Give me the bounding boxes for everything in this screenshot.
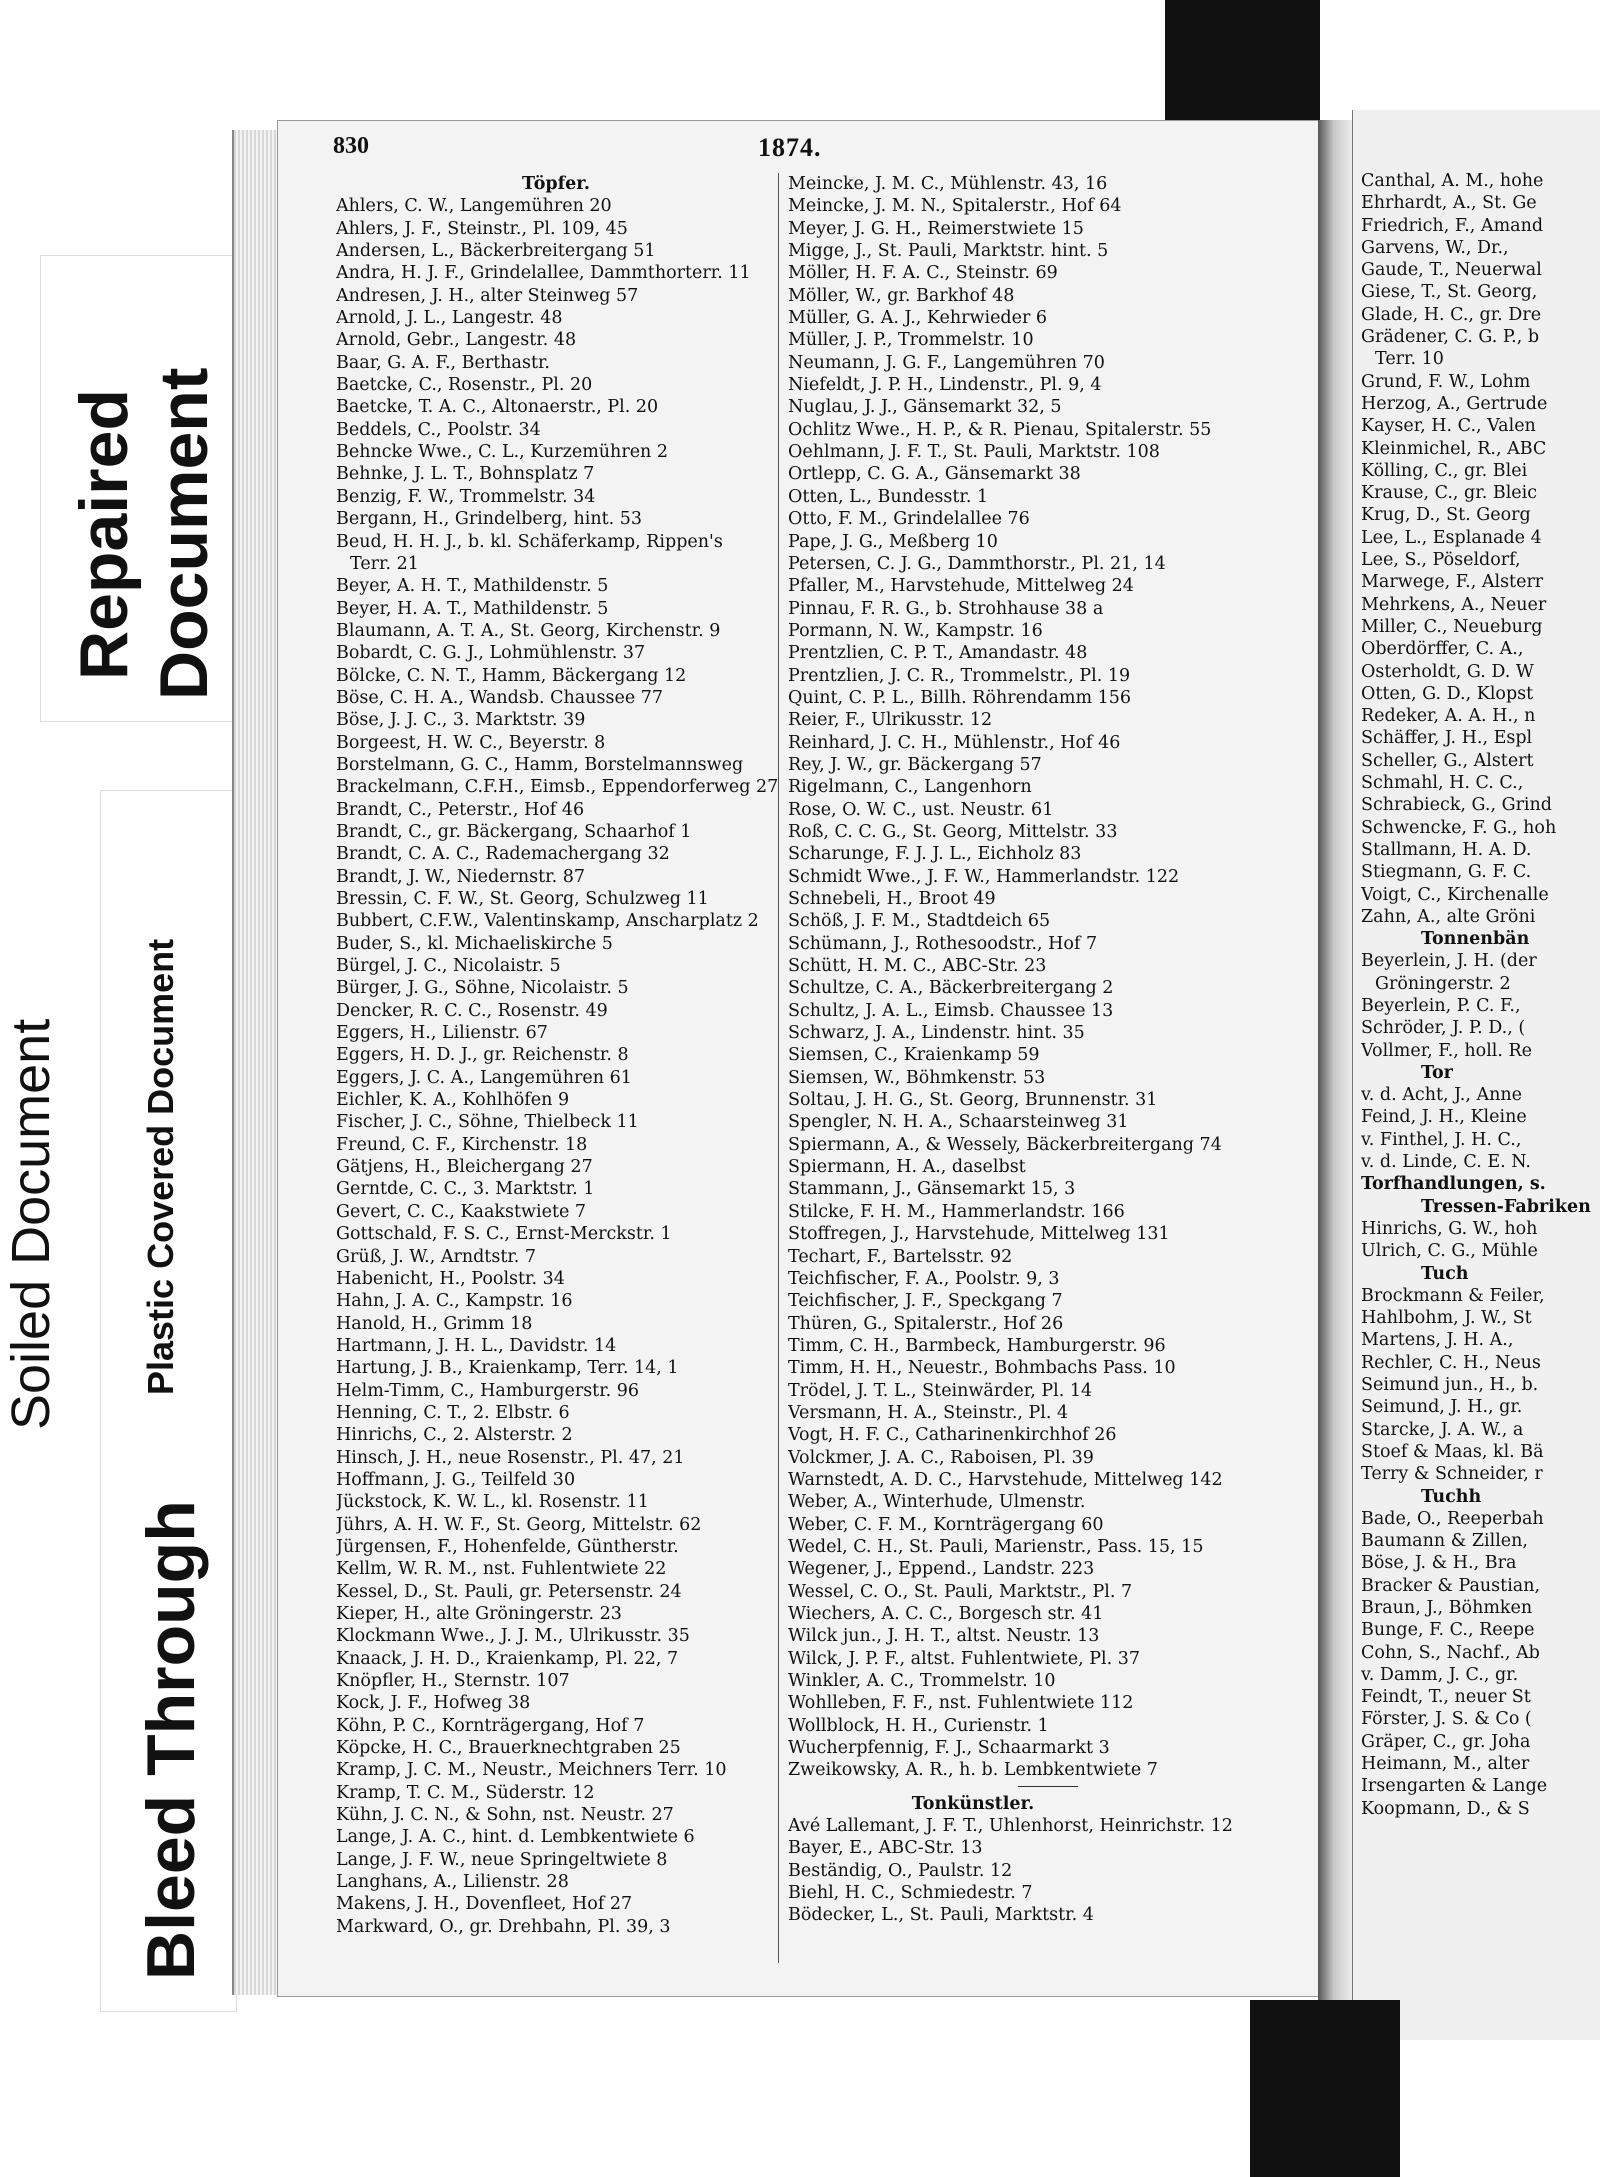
directory-entry: Böse, C. H. A., Wandsb. Chaussee 77 (336, 687, 664, 708)
directory-entry: Köpcke, H. C., Brauerknechtgraben 25 (336, 1738, 681, 1759)
directory-entry: Brandt, J. W., Niedernstr. 87 (336, 866, 585, 887)
directory-entry: Behncke Wwe., C. L., Kurzemühren 2 (336, 442, 669, 463)
directory-entry: Oberdörffer, C. A., (1361, 639, 1524, 660)
directory-entry: Bölcke, C. N. T., Hamm, Bäckergang 12 (336, 665, 687, 686)
directory-entry: Wilck, J. P. F., altst. Fuhlentwiete, Pl. 37 (788, 1648, 1140, 1669)
directory-entry: Otten, G. D., Klopst (1361, 683, 1534, 704)
directory-entry: Martens, J. H. A., (1361, 1330, 1514, 1351)
directory-entry: Gröningerstr. 2 (1375, 973, 1511, 994)
directory-entry: Jückstock, K. W. L., kl. Rosenstr. 11 (336, 1492, 649, 1513)
directory-entry: Klockmann Wwe., J. J. M., Ulrikusstr. 35 (336, 1626, 690, 1647)
directory-entry: Scharunge, F. J. J. L., Eichholz 83 (788, 844, 1082, 865)
directory-entry: Gerntde, C. C., 3. Marktstr. 1 (336, 1179, 595, 1200)
directory-entry: Kramp, T. C. M., Süderstr. 12 (336, 1782, 595, 1803)
directory-entry: Ulrich, C. G., Mühle (1361, 1241, 1538, 1262)
directory-entry: Voigt, C., Kirchenalle (1361, 884, 1549, 905)
directory-entry: Roß, C. C. G., St. Georg, Mittelstr. 33 (788, 821, 1118, 842)
directory-entry: Hinrichs, C., 2. Alsterstr. 2 (336, 1425, 573, 1446)
directory-entry: Bade, O., Reeperbah (1361, 1508, 1544, 1529)
directory-entry: Brackelmann, C.F.H., Eimsb., Eppendorferweg 27 (336, 777, 779, 798)
directory-entry: Hinrichs, G. W., hoh (1361, 1218, 1538, 1239)
facing-page-lines (1361, 170, 1591, 1820)
directory-entry: Prentzlien, C. P. T., Amandastr. 48 (788, 643, 1088, 664)
heading-toepfer: Töpfer. (522, 174, 590, 194)
directory-entry: Wedel, C. H., St. Pauli, Marienstr., Pass. 15, 15 (788, 1536, 1204, 1557)
directory-entry: Bödecker, L., St. Pauli, Marktstr. 4 (788, 1905, 1094, 1926)
directory-entry: Böse, J. J. C., 3. Marktstr. 39 (336, 710, 586, 731)
directory-entry: Möller, W., gr. Barkhof 48 (788, 285, 1015, 306)
directory-entry: Müller, G. A. J., Kehrwieder 6 (788, 308, 1048, 329)
directory-entry: Wollblock, H. H., Curienstr. 1 (788, 1715, 1049, 1736)
directory-entry: Tor (1421, 1062, 1453, 1083)
page-year: 1874. (758, 133, 822, 162)
directory-entry: Kramp, J. C. M., Neustr., Meichners Terr. 10 (336, 1760, 727, 1781)
directory-entry: Brandt, C., gr. Bäckergang, Schaarhof 1 (336, 821, 692, 842)
directory-entry: Jürgensen, F., Hohenfelde, Güntherstr. (336, 1536, 679, 1557)
directory-entry: Zweikowsky, A. R., h. b. Lembkentwiete 7 (788, 1760, 1158, 1781)
directory-entry: Vogt, H. F. C., Catharinenkirchhof 26 (788, 1425, 1117, 1446)
directory-entry: Pormann, N. W., Kampstr. 16 (788, 620, 1043, 641)
directory-entry: Terr. 10 (1375, 349, 1444, 370)
directory-entry: Brockmann & Feiler, (1361, 1285, 1545, 1306)
directory-entry: Meyer, J. G. H., Reimerstwiete 15 (788, 218, 1084, 239)
directory-entry: Krause, C., gr. Bleic (1361, 483, 1538, 504)
directory-entry: Schwencke, F. G., hoh (1361, 817, 1557, 838)
directory-entry: Makens, J. H., Dovenfleet, Hof 27 (336, 1894, 633, 1915)
directory-entry: Ehrhardt, A., St. Ge (1361, 193, 1537, 214)
directory-entry: Spengler, N. H. A., Schaarsteinweg 31 (788, 1112, 1129, 1133)
directory-entry: Soltau, J. H. G., St. Georg, Brunnenstr. 31 (788, 1090, 1158, 1111)
directory-entry: Gevert, C. C., Kaakstwiete 7 (336, 1201, 587, 1222)
directory-entry: Baetcke, C., Rosenstr., Pl. 20 (336, 375, 593, 396)
directory-entry: Otten, L., Bundesstr. 1 (788, 486, 989, 507)
directory-entry: Canthal, A. M., hohe (1361, 171, 1544, 191)
directory-entry: Gaude, T., Neuerwal (1361, 260, 1542, 281)
directory-entry: Fischer, J. C., Söhne, Thielbeck 11 (336, 1112, 639, 1133)
directory-entry: Pfaller, M., Harvstehude, Mittelweg 24 (788, 576, 1134, 597)
directory-entry: Neumann, J. G. F., Langemühren 70 (788, 352, 1105, 373)
directory-entry: Nuglau, J. J., Gänsemarkt 32, 5 (788, 397, 1062, 418)
directory-entry: Eggers, H., Lilienstr. 67 (336, 1023, 548, 1044)
left-column (336, 173, 836, 1938)
directory-entry: Bressin, C. F. W., St. Georg, Schulzweg 11 (336, 889, 709, 909)
directory-entry: Grüß, J. W., Arndtstr. 7 (336, 1246, 537, 1267)
directory-entry: Stoef & Maas, kl. Bä (1361, 1441, 1544, 1462)
directory-entry: Avé Lallemant, J. F. T., Uhlenhorst, Heinrichstr. 12 (788, 1816, 1233, 1837)
directory-entry: Wegener, J., Eppend., Landstr. 223 (788, 1559, 1095, 1580)
directory-entry: Stallmann, H. A. D. (1361, 839, 1532, 860)
directory-entry: Blaumann, A. T. A., St. Georg, Kirchenstr. 9 (336, 620, 721, 641)
directory-entry: Freund, C. F., Kirchenstr. 18 (336, 1134, 588, 1155)
directory-entry: Wohlleben, F. F., nst. Fuhlentwiete 112 (788, 1693, 1134, 1714)
directory-entry: Schümann, J., Rothesoodstr., Hof 7 (788, 933, 1098, 954)
directory-entry: Schöß, J. F. M., Stadtdeich 65 (788, 911, 1051, 932)
directory-entry: Ahlers, J. F., Steinstr., Pl. 109, 45 (336, 218, 628, 239)
directory-entry: Heimann, M., alter (1361, 1754, 1530, 1775)
directory-entry: Benzig, F. W., Trommelstr. 34 (336, 486, 596, 507)
directory-entry: Koopmann, D., & S (1361, 1798, 1530, 1819)
directory-entry: Schröder, J. P. D., ( (1361, 1018, 1526, 1039)
directory-entry: Baumann & Zillen, (1361, 1531, 1528, 1552)
directory-entry: Köhn, P. C., Kornträgergang, Hof 7 (336, 1715, 645, 1736)
directory-entry: Helm-Timm, C., Hamburgerstr. 96 (336, 1380, 640, 1401)
directory-entry: Beyerlein, P. C. F., (1361, 995, 1521, 1016)
directory-entry: Beddels, C., Poolstr. 34 (336, 419, 541, 440)
left-entries (336, 195, 836, 1938)
page-gutter (1318, 120, 1353, 2000)
directory-entry: Warnstedt, A. D. C., Harvstehude, Mittelweg 142 (788, 1469, 1223, 1490)
directory-entry: Kessel, D., St. Pauli, gr. Petersenstr. 24 (336, 1581, 682, 1602)
directory-entry: Schnebeli, H., Broot 49 (788, 889, 996, 909)
directory-entry: Quint, C. P. L., Billh. Röhrendamm 156 (788, 687, 1132, 708)
directory-entry: Knaack, J. H. D., Kraienkamp, Pl. 22, 7 (336, 1648, 679, 1669)
directory-entry: Terry & Schneider, r (1361, 1464, 1543, 1485)
directory-entry: Schultze, C. A., Bäckerbreitergang 2 (788, 978, 1114, 999)
directory-entry: Starcke, J. A. W., a (1361, 1419, 1524, 1440)
directory-entry: Otto, F. M., Grindelallee 76 (788, 509, 1030, 530)
directory-page (277, 120, 1319, 1997)
directory-entry: Siemsen, W., Böhmkenstr. 53 (788, 1067, 1046, 1088)
directory-entry: Tuchh (1421, 1486, 1482, 1507)
directory-entry: Schwarz, J. A., Lindenstr. hint. 35 (788, 1023, 1085, 1044)
directory-entry: Biehl, H. C., Schmiedestr. 7 (788, 1883, 1033, 1904)
directory-entry: v. Damm, J. C., gr. (1361, 1664, 1519, 1685)
directory-entry: Wessel, C. O., St. Pauli, Marktstr., Pl. 7 (788, 1581, 1133, 1602)
directory-entry: Timm, H. H., Neuestr., Bohmbachs Pass. 10 (788, 1358, 1176, 1379)
directory-entry: Wucherpfennig, F. J., Schaarmarkt 3 (788, 1738, 1110, 1759)
directory-entry: Dencker, R. C. C., Rosenstr. 49 (336, 1000, 608, 1021)
directory-entry: Beud, H. H. J., b. kl. Schäferkamp, Rippen's (336, 531, 723, 552)
directory-entry: Teichfischer, F. A., Poolstr. 9, 3 (788, 1268, 1060, 1289)
directory-entry: Knöpfler, H., Sternstr. 107 (336, 1671, 570, 1692)
directory-entry: Möller, H. F. A. C., Steinstr. 69 (788, 263, 1058, 284)
directory-entry: Spiermann, A., & Wessely, Bäckerbreitergang 74 (788, 1134, 1222, 1155)
directory-entry: Gräper, C., gr. Joha (1361, 1731, 1531, 1752)
directory-entry: Beständig, O., Paulstr. 12 (788, 1860, 1013, 1881)
directory-entry: Beyer, A. H. T., Mathildenstr. 5 (336, 576, 609, 597)
directory-entry: Versmann, H. A., Steinstr., Pl. 4 (788, 1402, 1069, 1423)
directory-entry: Andresen, J. H., alter Steinweg 57 (336, 285, 639, 306)
directory-entry: Winkler, A. C., Trommelstr. 10 (788, 1671, 1056, 1692)
directory-entry: Stilcke, F. H. M., Hammerlandstr. 166 (788, 1201, 1125, 1222)
directory-entry: Seimund jun., H., b. (1361, 1375, 1539, 1396)
directory-entry: Schultz, J. A. L., Eimsb. Chaussee 13 (788, 1000, 1114, 1021)
directory-entry: Beyer, H. A. T., Mathildenstr. 5 (336, 598, 609, 619)
directory-entry: Kock, J. F., Hofweg 38 (336, 1693, 531, 1714)
directory-entry: Bubbert, C.F.W., Valentinskamp, Anscharplatz 2 (336, 911, 759, 932)
directory-entry: Jührs, A. H. W. F., St. Georg, Mittelstr. 62 (336, 1514, 702, 1535)
directory-entry: Weber, C. F. M., Kornträgergang 60 (788, 1514, 1104, 1535)
directory-entry: Hahlbohm, J. W., St (1361, 1308, 1532, 1329)
directory-entry: Tressen-Fabriken (1421, 1196, 1591, 1217)
directory-entry: Schrabieck, G., Grind (1361, 795, 1553, 816)
page-number: 830 (333, 133, 369, 159)
directory-entry: Gätjens, H., Bleichergang 27 (336, 1157, 593, 1178)
directory-entry: Techart, F., Bartelsstr. 92 (788, 1246, 1013, 1267)
directory-entry: Redeker, A. A. H., n (1361, 706, 1536, 727)
directory-entry: Borgeest, H. W. C., Beyerstr. 8 (336, 732, 606, 753)
directory-entry: Wilck jun., J. H. T., altst. Neustr. 13 (788, 1626, 1100, 1647)
heading-tonkuenstler: Tonkünstler. (911, 1793, 1035, 1814)
directory-entry: Ahlers, C. W., Langemühren 20 (336, 196, 612, 217)
directory-entry: Eichler, K. A., Kohlhöfen 9 (336, 1090, 570, 1111)
repaired-label-line1: Repaired (66, 389, 142, 680)
directory-entry: Rechler, C. H., Neus (1361, 1352, 1541, 1373)
directory-entry: Petersen, C. J. G., Dammthorstr., Pl. 21, 14 (788, 553, 1166, 574)
directory-entry: Zahn, A., alte Gröni (1361, 906, 1536, 927)
directory-entry: Stoffregen, J., Harvstehude, Mittelweg 131 (788, 1224, 1170, 1245)
directory-entry: Brandt, C. A. C., Rademachergang 32 (336, 844, 670, 865)
directory-entry: Krug, D., St. Georg (1361, 505, 1531, 526)
directory-entry: Spiermann, H. A., daselbst (788, 1157, 1026, 1178)
directory-entry: Weber, A., Winterhude, Ulmenstr. (788, 1492, 1086, 1513)
directory-entry: Giese, T., St. Georg, (1361, 282, 1538, 303)
directory-entry: Baar, G. A. F., Berthastr. (336, 352, 550, 373)
directory-entry: Hinsch, J. H., neue Rosenstr., Pl. 47, 21 (336, 1447, 685, 1468)
directory-entry: Baetcke, T. A. C., Altonaerstr., Pl. 20 (336, 397, 659, 418)
directory-entry: Arnold, J. L., Langestr. 48 (336, 308, 563, 329)
directory-entry: Siemsen, C., Kraienkamp 59 (788, 1045, 1040, 1066)
directory-entry: Langhans, A., Lilienstr. 28 (336, 1872, 569, 1893)
directory-entry: Behnke, J. L. T., Bohnsplatz 7 (336, 464, 595, 485)
right-entries-b (788, 1815, 1308, 1927)
page-stack-edge (232, 130, 279, 1995)
directory-entry: Bunge, F. C., Reepe (1361, 1620, 1535, 1641)
directory-entry: Pinnau, F. R. G., b. Strohhause 38 a (788, 598, 1104, 619)
directory-entry: Vollmer, F., holl. Re (1361, 1040, 1533, 1061)
directory-entry: Bürgel, J. C., Nicolaistr. 5 (336, 956, 561, 977)
directory-entry: Eggers, H. D. J., gr. Reichenstr. 8 (336, 1045, 629, 1066)
directory-entry: Eggers, J. C. A., Langemühren 61 (336, 1067, 632, 1088)
directory-entry: Lee, S., Pöseldorf, (1361, 550, 1521, 571)
directory-entry: Hartmann, J. H. L., Davidstr. 14 (336, 1335, 617, 1356)
facing-page (1352, 110, 1600, 2040)
right-entries-a (788, 173, 1308, 1782)
directory-entry: Timm, C. H., Barmbeck, Hamburgerstr. 96 (788, 1335, 1166, 1356)
directory-entry: Hahn, J. A. C., Kampstr. 16 (336, 1291, 573, 1312)
directory-entry: Andersen, L., Bäckerbreitergang 51 (336, 241, 656, 262)
directory-entry: Stiegmann, G. F. C. (1361, 862, 1532, 883)
directory-entry: Bracker & Paustian, (1361, 1575, 1541, 1596)
bleed-label: Bleed Through (133, 1500, 209, 1980)
directory-entry: v. d. Acht, J., Anne (1361, 1085, 1523, 1106)
directory-entry: Rose, O. W. C., ust. Neustr. 61 (788, 799, 1054, 820)
directory-entry: Kayser, H. C., Valen (1361, 416, 1536, 437)
directory-entry: Terr. 21 (350, 553, 419, 574)
directory-entry: Schütt, H. M. C., ABC-Str. 23 (788, 956, 1047, 977)
directory-entry: Lee, L., Esplanade 4 (1361, 527, 1542, 548)
directory-entry: Gottschald, F. S. C., Ernst-Merckstr. 1 (336, 1224, 672, 1245)
directory-entry: Bayer, E., ABC-Str. 13 (788, 1838, 983, 1859)
directory-entry: v. Finthel, J. H. C., (1361, 1129, 1522, 1150)
directory-entry: Niefeldt, J. P. H., Lindenstr., Pl. 9, 4 (788, 375, 1102, 396)
directory-entry: Lange, J. F. W., neue Springeltwiete 8 (336, 1849, 668, 1870)
directory-entry: Kölling, C., gr. Blei (1361, 460, 1528, 481)
directory-entry: Mehrkens, A., Neuer (1361, 594, 1547, 615)
directory-entry: Feindt, T., neuer St (1361, 1687, 1531, 1708)
directory-entry: Grädener, C. G. P., b (1361, 327, 1540, 348)
directory-entry: Hanold, H., Grimm 18 (336, 1313, 533, 1334)
directory-entry: Bergann, H., Grindelberg, hint. 53 (336, 509, 643, 530)
directory-entry: Lange, J. A. C., hint. d. Lembkentwiete 6 (336, 1827, 695, 1848)
directory-entry: Borstelmann, G. C., Hamm, Borstelmannsweg (336, 754, 744, 775)
directory-entry: Kühn, J. C. N., & Sohn, nst. Neustr. 27 (336, 1805, 674, 1826)
directory-entry: Buder, S., kl. Michaeliskirche 5 (336, 933, 613, 954)
right-column (788, 173, 1308, 1927)
directory-entry: Migge, J., St. Pauli, Marktstr. hint. 5 (788, 241, 1109, 262)
directory-entry: Schmahl, H. C. C., (1361, 773, 1524, 794)
directory-entry: Bürger, J. G., Söhne, Nicolaistr. 5 (336, 978, 629, 999)
directory-entry: Irsengarten & Lange (1361, 1776, 1548, 1797)
directory-entry: Torfhandlungen, s. (1361, 1174, 1546, 1195)
directory-entry: Ortlepp, C. G. A., Gänsemarkt 38 (788, 464, 1081, 485)
directory-entry: Friedrich, F., Amand (1361, 215, 1544, 236)
directory-entry: Schäffer, J. H., Espl (1361, 728, 1533, 749)
directory-entry: Ochlitz Wwe., H. P., & R. Pienau, Spitalerstr. 55 (788, 419, 1212, 440)
binding-clip-top (1165, 0, 1320, 120)
directory-entry: Reinhard, J. C. H., Mühlenstr., Hof 46 (788, 732, 1121, 753)
soiled-label: Soiled Document (1, 1018, 61, 1430)
directory-entry: Habenicht, H., Poolstr. 34 (336, 1268, 565, 1289)
directory-entry: Trödel, J. T. L., Steinwärder, Pl. 14 (788, 1380, 1093, 1401)
directory-entry: Pape, J. G., Meßberg 10 (788, 531, 998, 552)
directory-entry: Wiechers, A. C. C., Borgesch str. 41 (788, 1604, 1104, 1624)
directory-entry: Bobardt, C. G. J., Lohmühlenstr. 37 (336, 643, 646, 664)
directory-entry: Miller, C., Neueburg (1361, 616, 1543, 637)
directory-entry: Andra, H. J. F., Grindelallee, Dammthorterr. 11 (336, 263, 751, 284)
directory-entry: Rigelmann, C., Langenhorn (788, 777, 1032, 798)
directory-entry: Arnold, Gebr., Langestr. 48 (336, 330, 577, 351)
directory-entry: Feind, J. H., Kleine (1361, 1107, 1527, 1128)
directory-entry: Braun, J., Böhmken (1361, 1598, 1533, 1618)
directory-entry: Volckmer, J. A. C., Raboisen, Pl. 39 (788, 1447, 1094, 1468)
directory-entry: Rey, J. W., gr. Bäckergang 57 (788, 754, 1042, 775)
directory-entry: Teichfischer, J. F., Speckgang 7 (788, 1291, 1063, 1312)
directory-entry: Osterholdt, G. D. W (1361, 661, 1534, 682)
directory-entry: Grund, F. W., Lohm (1361, 371, 1531, 392)
directory-entry: Cohn, S., Nachf., Ab (1361, 1642, 1540, 1663)
directory-entry: Marwege, F., Alsterr (1361, 572, 1544, 593)
plastic-label: Plastic Covered Document (140, 938, 181, 1395)
directory-entry: Brandt, C., Peterstr., Hof 46 (336, 799, 585, 820)
directory-entry: Tonnenbän (1421, 929, 1530, 950)
directory-entry: Seimund, J. H., gr. (1361, 1397, 1523, 1418)
section-rule (1018, 1786, 1078, 1787)
directory-entry: Prentzlien, J. C. R., Trommelstr., Pl. 19 (788, 665, 1131, 686)
directory-entry: Kieper, H., alte Gröningerstr. 23 (336, 1604, 622, 1624)
directory-entry: Herzog, A., Gertrude (1361, 393, 1548, 414)
directory-entry: Schmidt Wwe., J. F. W., Hammerlandstr. 122 (788, 866, 1180, 887)
binding-clip-bottom (1250, 2000, 1400, 2177)
directory-entry: Oehlmann, J. F. T., St. Pauli, Marktstr. 108 (788, 442, 1160, 463)
directory-entry: Thüren, G., Spitalerstr., Hof 26 (788, 1313, 1064, 1334)
directory-entry: Henning, C. T., 2. Elbstr. 6 (336, 1402, 570, 1423)
directory-entry: Garvens, W., Dr., (1361, 237, 1509, 258)
directory-entry: Böse, J. & H., Bra (1361, 1553, 1517, 1574)
directory-entry: Markward, O., gr. Drehbahn, Pl. 39, 3 (336, 1916, 671, 1937)
directory-entry: Meincke, J. M. C., Mühlenstr. 43, 16 (788, 174, 1108, 194)
directory-entry: Müller, J. P., Trommelstr. 10 (788, 330, 1034, 351)
directory-entry: Meincke, J. M. N., Spitalerstr., Hof 64 (788, 196, 1122, 217)
directory-entry: Tuch (1421, 1263, 1469, 1284)
repaired-label-line2: Document (146, 367, 222, 700)
directory-entry: Reier, F., Ulrikusstr. 12 (788, 710, 993, 731)
directory-entry: Scheller, G., Alstert (1361, 750, 1534, 771)
directory-entry: Kellm, W. R. M., nst. Fuhlentwiete 22 (336, 1559, 667, 1580)
directory-entry: Hoffmann, J. G., Teilfeld 30 (336, 1469, 576, 1490)
directory-entry: Förster, J. S. & Co ( (1361, 1709, 1532, 1730)
directory-entry: Hartung, J. B., Kraienkamp, Terr. 14, 1 (336, 1358, 679, 1379)
directory-entry: Glade, H. C., gr. Dre (1361, 304, 1542, 325)
directory-entry: Kleinmichel, R., ABC (1361, 438, 1547, 459)
directory-entry: v. d. Linde, C. E. N. (1361, 1152, 1531, 1173)
directory-entry: Stammann, J., Gänsemarkt 15, 3 (788, 1179, 1076, 1200)
directory-entry: Beyerlein, J. H. (der (1361, 951, 1537, 972)
